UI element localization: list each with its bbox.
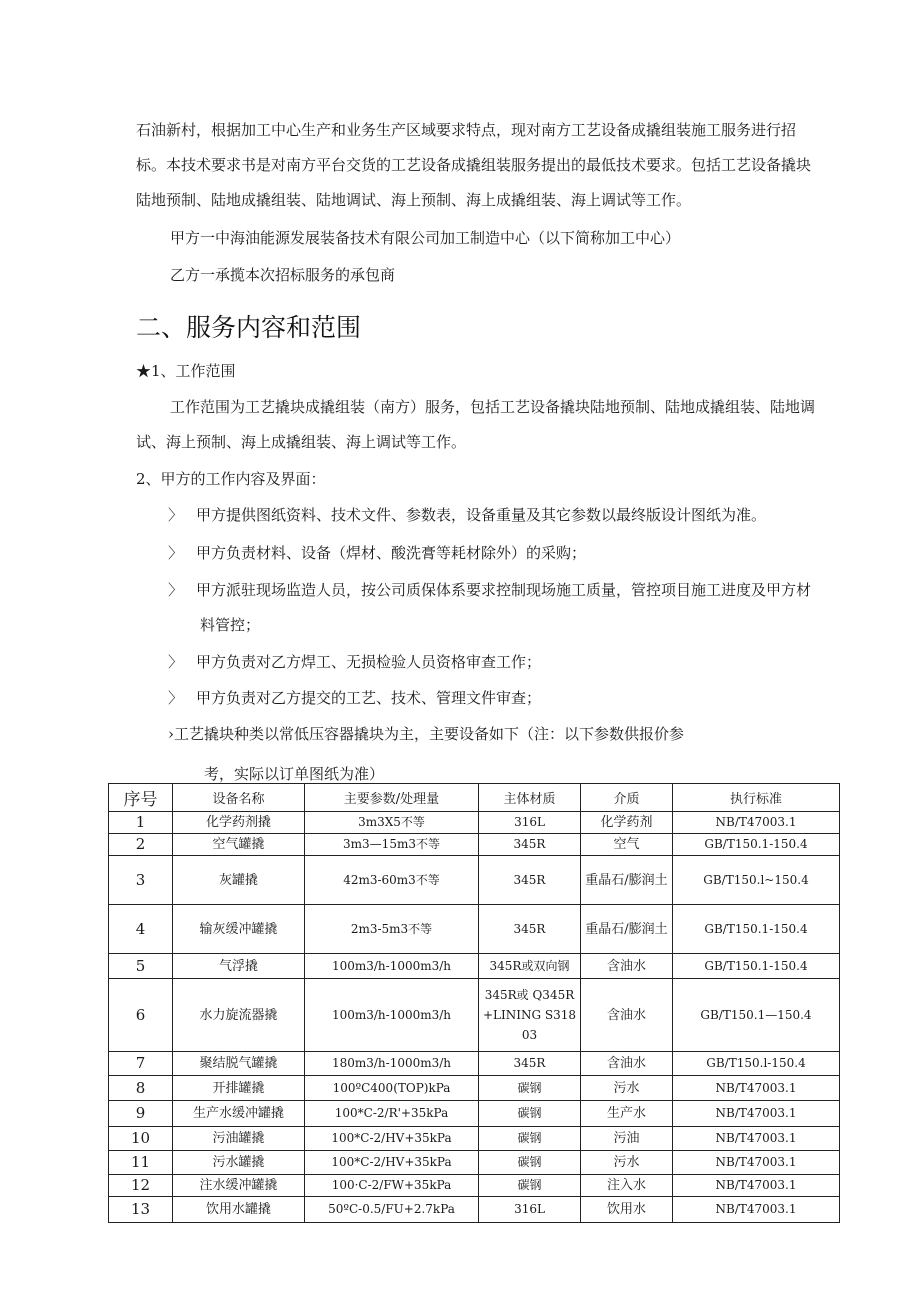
cell-standard: GB/T150.1-150.4 bbox=[673, 834, 840, 856]
cell-standard: NB/T47003.1 bbox=[673, 1127, 840, 1151]
cell-seq: 10 bbox=[109, 1127, 173, 1151]
cell-param: 100*C-2/R'+35kPa bbox=[305, 1101, 479, 1127]
item1-title: ★1、工作范围 bbox=[136, 362, 236, 380]
cell-seq: 2 bbox=[109, 834, 173, 856]
cell-param: 100m3/h-1000m3/h bbox=[305, 954, 479, 979]
cell-standard: GB/T150.l~150.4 bbox=[673, 856, 840, 905]
bullet-text: 甲方提供图纸资料、技术文件、参数表，设备重量及其它参数以最终版设计图纸为准。 bbox=[196, 506, 767, 524]
cell-param: 100*C-2/HV+35kPa bbox=[305, 1127, 479, 1151]
cell-param: 180m3/h-1000m3/h bbox=[305, 1052, 479, 1076]
intro-line-3: 陆地预制、陆地成撬组装、陆地调试、海上预制、海上成撬组装、海上调试等工作。 bbox=[136, 191, 692, 209]
table-row bbox=[109, 1076, 840, 1101]
cell-name: 聚结脱气罐撬 bbox=[173, 1052, 305, 1076]
cell-medium: 污水 bbox=[581, 1076, 673, 1101]
cell-standard: GB/T150.1-150.4 bbox=[673, 905, 840, 954]
cell-medium: 空气 bbox=[581, 834, 673, 856]
cell-seq: 5 bbox=[109, 954, 173, 979]
bullet-text: 甲方派驻现场监造人员，按公司质保体系要求控制现场施工质量，管控项目施工进度及甲方材 bbox=[196, 581, 812, 599]
table-row bbox=[109, 812, 840, 834]
header-seq: 序号 bbox=[109, 784, 173, 812]
cell-name: 输灰缓冲罐撬 bbox=[173, 905, 305, 954]
cell-name: 水力旋流器撬 bbox=[173, 979, 305, 1052]
table-row bbox=[109, 1052, 840, 1076]
cell-standard: GB/T150.1—150.4 bbox=[673, 979, 840, 1052]
cell-name: 污油罐撬 bbox=[173, 1127, 305, 1151]
header-standard: 执行标准 bbox=[673, 784, 840, 812]
party-b-definition: 乙方一承揽本次招标服务的承包商 bbox=[170, 266, 396, 284]
cell-standard: GB/T150.1-150.4 bbox=[673, 954, 840, 979]
cell-material: 345R bbox=[479, 856, 581, 905]
cell-standard: NB/T47003.1 bbox=[673, 1197, 840, 1223]
cell-name: 气浮撬 bbox=[173, 954, 305, 979]
cell-param: 3m3X5不等 bbox=[305, 812, 479, 834]
cell-seq: 8 bbox=[109, 1076, 173, 1101]
cell-medium: 重晶石/膨润土 bbox=[581, 856, 673, 905]
header-medium: 介质 bbox=[581, 784, 673, 812]
cell-material: 碳钢 bbox=[479, 1175, 581, 1197]
intro-line-1: 石油新村，根据加工中心生产和业务生产区域要求特点，现对南方工艺设备成撬组装施工服务进行招 bbox=[136, 121, 797, 139]
cell-name: 开排罐撬 bbox=[173, 1076, 305, 1101]
cell-seq: 9 bbox=[109, 1101, 173, 1127]
cell-param: 100ºC400(TOP)kPa bbox=[305, 1076, 479, 1101]
table-row bbox=[109, 1151, 840, 1175]
cell-seq: 13 bbox=[109, 1197, 173, 1223]
note-line-2: 考，实际以订单图纸为准） bbox=[204, 765, 385, 783]
cell-standard: NB/T47003.1 bbox=[673, 1101, 840, 1127]
cell-seq: 1 bbox=[109, 812, 173, 834]
cell-material: 碳钢 bbox=[479, 1076, 581, 1101]
cell-material: 碳钢 bbox=[479, 1151, 581, 1175]
cell-seq: 7 bbox=[109, 1052, 173, 1076]
party-a-definition: 甲方一中海油能源发展装备技术有限公司加工制造中心（以下简称加工中心） bbox=[170, 229, 681, 247]
cell-seq: 12 bbox=[109, 1175, 173, 1197]
bullet-marker: 〉 bbox=[168, 544, 184, 562]
cell-standard: NB/T47003.1 bbox=[673, 1151, 840, 1175]
cell-medium: 生产水 bbox=[581, 1101, 673, 1127]
cell-material: 316L bbox=[479, 812, 581, 834]
item1-line-1: 工作范围为工艺撬块成撬组装（南方）服务，包括工艺设备撬块陆地预制、陆地成撬组装、陆地调 bbox=[170, 398, 816, 416]
bullet-marker: 〉 bbox=[168, 689, 184, 707]
header-param: 主要参数/处理量 bbox=[305, 784, 479, 812]
table-row bbox=[109, 954, 840, 979]
cell-param: 100*C-2/HV+35kPa bbox=[305, 1151, 479, 1175]
bullet-text: 甲方负责对乙方提交的工艺、技术、管理文件审查； bbox=[196, 689, 542, 707]
cell-standard: NB/T47003.1 bbox=[673, 1175, 840, 1197]
cell-medium: 重晶石/膨润土 bbox=[581, 905, 673, 954]
bullet-marker: 〉 bbox=[168, 506, 184, 524]
cell-medium: 含油水 bbox=[581, 1052, 673, 1076]
bullet-3 bbox=[168, 580, 811, 600]
cell-param: 2m3-5m3不等 bbox=[305, 905, 479, 954]
cell-name: 化学药剂撬 bbox=[173, 812, 305, 834]
item2-title: 2、甲方的工作内容及界面： bbox=[136, 470, 326, 488]
cell-standard: NB/T47003.1 bbox=[673, 812, 840, 834]
cell-material: 碳钢 bbox=[479, 1101, 581, 1127]
bullet-marker: 〉 bbox=[168, 581, 184, 599]
cell-name: 饮用水罐撬 bbox=[173, 1197, 305, 1223]
cell-medium: 化学药剂 bbox=[581, 812, 673, 834]
cell-medium: 污水 bbox=[581, 1151, 673, 1175]
cell-material: 345R bbox=[479, 1052, 581, 1076]
cell-name: 污水罐撬 bbox=[173, 1151, 305, 1175]
cell-material: 316L bbox=[479, 1197, 581, 1223]
cell-material: 345R bbox=[479, 834, 581, 856]
intro-line-2: 标。本技术要求书是对南方平台交货的工艺设备成撬组装服务提出的最低技术要求。包括工艺设备撬块 bbox=[136, 156, 812, 174]
item1-line-2: 试、海上预制、海上成撬组装、海上调试等工作。 bbox=[136, 433, 467, 451]
cell-medium: 污油 bbox=[581, 1127, 673, 1151]
bullet-3-continuation: 料管控； bbox=[200, 616, 261, 634]
cell-medium: 注入水 bbox=[581, 1175, 673, 1197]
cell-material: 345R或双向钢 bbox=[479, 954, 581, 979]
cell-param: 100m3/h-1000m3/h bbox=[305, 979, 479, 1052]
bullet-text: 甲方负责材料、设备（焊材、酸洗膏等耗材除外）的采购； bbox=[196, 544, 587, 562]
header-material: 主体材质 bbox=[479, 784, 581, 812]
cell-name: 空气罐撬 bbox=[173, 834, 305, 856]
cell-material: 345R bbox=[479, 905, 581, 954]
bullet-5 bbox=[168, 688, 541, 708]
bullet-4 bbox=[168, 652, 541, 672]
table-header-row bbox=[109, 784, 840, 812]
section-heading: 二、服务内容和范围 bbox=[136, 313, 362, 342]
table-row bbox=[109, 905, 840, 954]
table-row bbox=[109, 834, 840, 856]
cell-seq: 4 bbox=[109, 905, 173, 954]
cell-medium: 饮用水 bbox=[581, 1197, 673, 1223]
cell-param: 100·C-2/FW+35kPa bbox=[305, 1175, 479, 1197]
cell-standard: GB/T150.l-150.4 bbox=[673, 1052, 840, 1076]
cell-seq: 11 bbox=[109, 1151, 173, 1175]
cell-name: 注水缓冲罐撬 bbox=[173, 1175, 305, 1197]
table-row bbox=[109, 856, 840, 905]
note-line-1: ›工艺撬块种类以常低压容器撬块为主，主要设备如下（注：以下参数供报价参 bbox=[168, 725, 685, 743]
table-row bbox=[109, 1175, 840, 1197]
cell-param: 3m3—15m3不等 bbox=[305, 834, 479, 856]
header-name: 设备名称 bbox=[173, 784, 305, 812]
equipment-table bbox=[108, 783, 840, 1223]
table-row bbox=[109, 1127, 840, 1151]
cell-param: 50ºC-0.5/FU+2.7kPa bbox=[305, 1197, 479, 1223]
cell-standard: NB/T47003.1 bbox=[673, 1076, 840, 1101]
cell-material: 345R或 Q345R+LINING S31803 bbox=[479, 979, 581, 1052]
table-row bbox=[109, 979, 840, 1052]
table-row bbox=[109, 1101, 840, 1127]
cell-medium: 含油水 bbox=[581, 954, 673, 979]
cell-param: 42m3-60m3不等 bbox=[305, 856, 479, 905]
cell-seq: 6 bbox=[109, 979, 173, 1052]
bullet-marker: 〉 bbox=[168, 653, 184, 671]
bullet-1 bbox=[168, 505, 766, 525]
bullet-text: 甲方负责对乙方焊工、无损检验人员资格审查工作； bbox=[196, 653, 542, 671]
bullet-2 bbox=[168, 543, 586, 563]
cell-seq: 3 bbox=[109, 856, 173, 905]
cell-name: 灰罐撬 bbox=[173, 856, 305, 905]
cell-medium: 含油水 bbox=[581, 979, 673, 1052]
cell-name: 生产水缓冲罐撬 bbox=[173, 1101, 305, 1127]
cell-material: 碳钢 bbox=[479, 1127, 581, 1151]
table-row bbox=[109, 1197, 840, 1223]
